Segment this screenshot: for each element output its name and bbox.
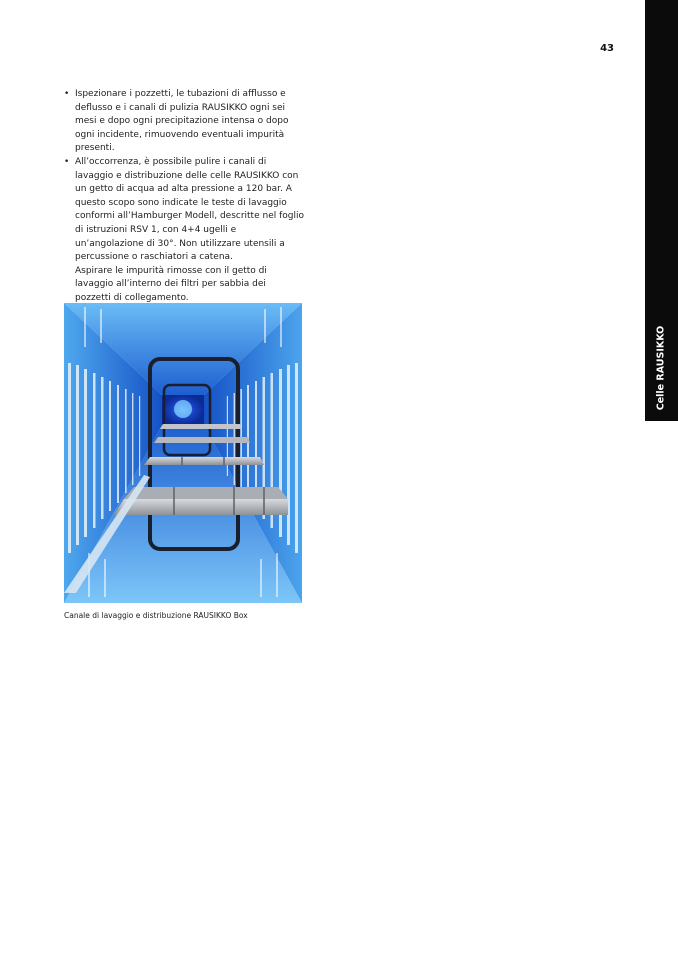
list-item: • All’occorrenza, è possibile pulire i canali di lavaggio e distribuzione delle celle RAUSIKKO con un getto di acqua ad alta pressione a 120 bar. A questo scopo sono indicate le teste di lavaggio conformi all’Hamburger Modell, descritte nel foglio di istruzioni RSV 1, con 4+4 ugelli e un’angolazione di 30°. Non utilizzare utensili a percussione o raschiatori a catena. [64,156,304,263]
figure-caption: Canale di lavaggio e distribuzione RAUSIKKO Box [64,611,248,620]
bullet-list [64,88,304,265]
washing-channel-photo [64,303,302,603]
body-text [64,88,304,306]
side-tab [645,0,678,421]
side-tab-label: Celle RAUSIKKO [655,325,667,411]
list-item: • Ispezionare i pozzetti, le tubazioni di afflusso e deflusso e i canali di pulizia RAUSIKKO ogni sei mesi e dopo ogni precipitazione intensa o dopo ogni incidente, rimuovendo eventuali impurità presenti. [64,89,289,154]
page-number: 43 [600,43,614,54]
paragraph: Aspirare le impurità rimosse con il getto di lavaggio all’interno dei filtri per sabbia dei pozzetti di collegamento. [75,265,267,303]
